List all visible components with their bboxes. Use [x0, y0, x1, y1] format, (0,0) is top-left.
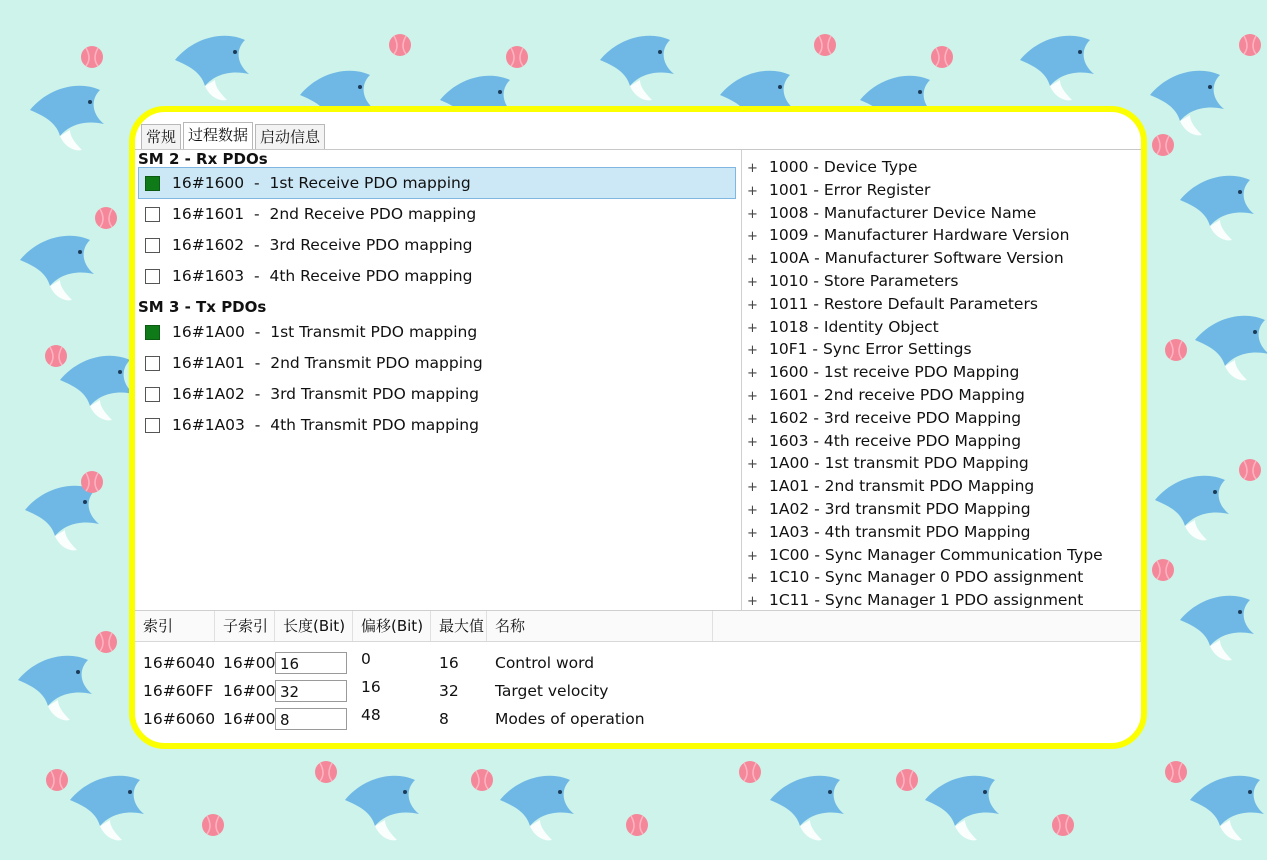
table-row[interactable]	[135, 705, 1141, 733]
rx-pdo-row[interactable]	[139, 168, 735, 198]
od-tree-item[interactable]	[747, 384, 1025, 406]
cell-max: 8	[439, 710, 449, 728]
table-row[interactable]	[135, 649, 1141, 677]
mapping-grid-header	[135, 611, 1141, 642]
expand-icon[interactable]: +	[747, 297, 758, 313]
pdo-checkbox[interactable]	[145, 176, 160, 191]
od-tree-item[interactable]	[747, 338, 972, 360]
pdo-separator: -	[254, 267, 260, 285]
cell-index: 16#6060	[143, 710, 216, 728]
pdo-checkbox[interactable]	[145, 238, 160, 253]
cell-length	[275, 705, 353, 733]
pdo-checkbox[interactable]	[145, 387, 160, 402]
column-header-max[interactable]: 最大值	[431, 611, 487, 641]
cell-length	[275, 677, 353, 705]
od-tree-item[interactable]	[747, 179, 930, 201]
pdo-checkbox[interactable]	[145, 418, 160, 433]
panel-splitter[interactable]	[741, 150, 742, 610]
rx-pdo-row[interactable]	[139, 199, 735, 229]
cell-offset: 16	[361, 678, 381, 696]
od-item-label: 1018 - Identity Object	[769, 317, 939, 336]
pdo-index: 16#1602	[172, 236, 245, 254]
expand-icon[interactable]: +	[747, 434, 758, 450]
od-item-label: 1C10 - Sync Manager 0 PDO assignment	[769, 568, 1084, 587]
od-tree-item[interactable]	[747, 498, 1031, 520]
od-item-label: 1603 - 4th receive PDO Mapping	[769, 431, 1022, 450]
pdo-separator: -	[254, 323, 261, 341]
od-tree-item[interactable]	[747, 316, 939, 338]
od-tree-item[interactable]	[747, 589, 1083, 611]
expand-icon[interactable]: +	[747, 206, 758, 222]
expand-icon[interactable]: +	[747, 343, 758, 359]
expand-icon[interactable]: +	[747, 594, 758, 610]
pdo-separator: -	[254, 416, 261, 434]
od-item-label: 1001 - Error Register	[769, 180, 931, 199]
tab-process-data[interactable]: 过程数据	[183, 122, 253, 149]
pdo-name: 1st Receive PDO mapping	[269, 174, 471, 192]
cell-max: 32	[439, 682, 459, 700]
pdo-separator: -	[254, 354, 261, 372]
tab-general[interactable]: 常规	[141, 124, 181, 149]
cell-index: 16#60FF	[143, 682, 214, 700]
od-item-label: 1C00 - Sync Manager Communication Type	[769, 545, 1103, 564]
expand-icon[interactable]: +	[747, 389, 758, 404]
od-item-label: 1601 - 2nd receive PDO Mapping	[769, 386, 1025, 404]
expand-icon[interactable]: +	[747, 229, 758, 245]
pdo-index: 16#1A03	[172, 416, 245, 434]
expand-icon[interactable]: +	[747, 525, 758, 541]
cell-name: Control word	[495, 654, 595, 672]
od-tree-item[interactable]	[747, 430, 1021, 452]
tx-pdo-row[interactable]	[139, 348, 735, 378]
expand-icon[interactable]: +	[747, 366, 758, 382]
expand-icon[interactable]: +	[747, 275, 758, 290]
od-item-label: 1011 - Restore Default Parameters	[769, 294, 1038, 313]
od-tree-item[interactable]	[747, 156, 917, 178]
od-tree-item[interactable]	[747, 247, 1064, 269]
od-item-label: 1A01 - 2nd transmit PDO Mapping	[769, 477, 1035, 496]
od-tree-item[interactable]	[747, 407, 1021, 429]
pdo-checkbox[interactable]	[145, 356, 160, 371]
od-item-label: 1A00 - 1st transmit PDO Mapping	[769, 454, 1029, 473]
pdo-name: 3rd Receive PDO mapping	[269, 236, 473, 254]
od-tree-item[interactable]	[747, 293, 1038, 315]
pdo-separator: -	[254, 385, 261, 403]
length-input[interactable]: 8	[275, 708, 347, 730]
expand-icon[interactable]: +	[747, 252, 758, 268]
od-item-label: 1008 - Manufacturer Device Name	[769, 203, 1037, 222]
od-tree-item[interactable]	[747, 452, 1029, 474]
table-row[interactable]	[135, 677, 1141, 705]
pdo-index: 16#1601	[172, 205, 245, 223]
od-tree-item[interactable]	[747, 566, 1083, 588]
cell-subindex: 16#00	[223, 710, 276, 728]
pdo-index: 16#1A02	[172, 385, 245, 403]
expand-icon[interactable]: +	[747, 480, 758, 496]
expand-icon[interactable]: +	[747, 503, 758, 518]
pdo-checkbox[interactable]	[145, 207, 160, 222]
rx-pdo-row[interactable]	[139, 261, 735, 291]
length-input[interactable]: 32	[275, 680, 347, 702]
od-item-label: 100A - Manufacturer Software Version	[769, 249, 1064, 268]
tab-startup[interactable]: 启动信息	[255, 124, 325, 149]
cell-max: 16	[439, 654, 459, 672]
pdo-checkbox[interactable]	[145, 325, 160, 340]
od-item-label: 1C11 - Sync Manager 1 PDO assignment	[769, 591, 1084, 610]
od-tree-item[interactable]	[747, 270, 959, 292]
column-header-length[interactable]: 长度(Bit)	[275, 611, 353, 641]
cell-offset: 0	[361, 650, 371, 668]
od-tree-item[interactable]	[747, 544, 1103, 566]
od-item-label: 10F1 - Sync Error Settings	[769, 340, 972, 359]
od-item-label: 1009 - Manufacturer Hardware Version	[769, 226, 1070, 245]
od-item-label: 1A02 - 3rd transmit PDO Mapping	[769, 500, 1031, 518]
pdo-name: 2nd Transmit PDO mapping	[270, 354, 483, 372]
expand-icon[interactable]: +	[747, 571, 758, 587]
tx-pdo-header: SM 3 - Tx PDOs	[138, 298, 267, 316]
od-tree-item[interactable]	[747, 475, 1034, 497]
od-item-label: 1602 - 3rd receive PDO Mapping	[769, 408, 1022, 427]
od-tree-item[interactable]	[747, 521, 1031, 543]
pdo-checkbox[interactable]	[145, 269, 160, 284]
expand-icon[interactable]: +	[747, 161, 758, 176]
length-input[interactable]: 16	[275, 652, 347, 674]
pdo-separator: -	[254, 174, 260, 192]
od-tree-item[interactable]	[747, 202, 1036, 224]
pdo-index: 16#1A01	[172, 354, 245, 372]
pdo-name: 4th Receive PDO mapping	[269, 267, 473, 285]
tab-bar	[141, 124, 327, 150]
expand-icon[interactable]: +	[747, 320, 758, 336]
od-tree-item[interactable]	[747, 224, 1069, 246]
cell-name: Modes of operation	[495, 710, 645, 728]
od-item-label: 1600 - 1st receive PDO Mapping	[769, 363, 1020, 382]
pdo-separator: -	[254, 205, 260, 223]
tx-pdo-row[interactable]	[139, 317, 735, 347]
pdo-index: 16#1600	[172, 174, 245, 192]
rx-pdo-row[interactable]	[139, 230, 735, 260]
pdo-name: 3rd Transmit PDO mapping	[270, 385, 479, 403]
cell-subindex: 16#00	[223, 682, 276, 700]
cell-offset: 48	[361, 706, 381, 724]
od-item-label: 1A03 - 4th transmit PDO Mapping	[769, 522, 1031, 541]
pdo-name: 1st Transmit PDO mapping	[270, 323, 478, 341]
expand-icon[interactable]: +	[747, 183, 758, 199]
rx-pdo-header: SM 2 - Rx PDOs	[138, 150, 268, 168]
column-header-index[interactable]: 索引	[135, 611, 215, 641]
cell-length	[275, 649, 353, 677]
cell-name: Target velocity	[495, 682, 609, 700]
expand-icon[interactable]: +	[747, 457, 758, 473]
od-item-label: 1000 - Device Type	[769, 158, 918, 176]
process-data-window	[129, 106, 1147, 749]
column-header-filler	[713, 611, 1141, 641]
sync-manager-pdo-list	[135, 150, 741, 610]
column-header-offset[interactable]: 偏移(Bit)	[353, 611, 431, 641]
cell-index: 16#6040	[143, 654, 216, 672]
pdo-index: 16#1A00	[172, 323, 245, 341]
tx-pdo-row[interactable]	[139, 410, 735, 440]
pdo-name: 2nd Receive PDO mapping	[269, 205, 477, 223]
expand-icon[interactable]: +	[747, 548, 758, 564]
tx-pdo-row[interactable]	[139, 379, 735, 409]
od-tree-item[interactable]	[747, 361, 1019, 383]
pdo-separator: -	[254, 236, 260, 254]
od-item-label: 1010 - Store Parameters	[769, 272, 959, 290]
column-header-name[interactable]: 名称	[487, 611, 713, 641]
pdo-index: 16#1603	[172, 267, 245, 285]
cell-subindex: 16#00	[223, 654, 276, 672]
object-dictionary-tree	[747, 156, 1137, 610]
column-header-subindex[interactable]: 子索引	[215, 611, 275, 641]
expand-icon[interactable]: +	[747, 411, 758, 427]
pdo-name: 4th Transmit PDO mapping	[270, 416, 479, 434]
